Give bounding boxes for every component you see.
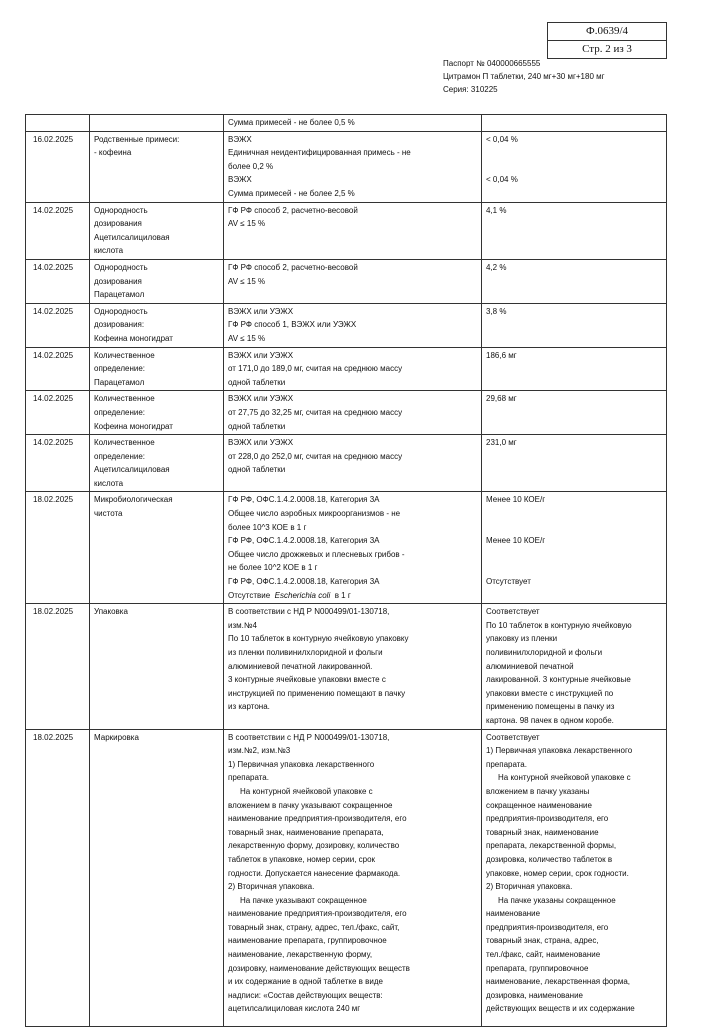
result-cell: 29,68 мг bbox=[482, 391, 667, 435]
table-row bbox=[26, 435, 667, 492]
table-row bbox=[26, 259, 667, 303]
table-row bbox=[26, 202, 667, 259]
series-number: Серия: 310225 bbox=[443, 85, 498, 94]
name-cell: Упаковка bbox=[90, 604, 224, 729]
result-cell: 4,1 % bbox=[482, 202, 667, 259]
result-cell: Менее 10 КОЕ/г Менее 10 КОЕ/г Отсутствует bbox=[482, 492, 667, 604]
analysis-table bbox=[25, 114, 667, 1027]
result-cell: 231,0 мг bbox=[482, 435, 667, 492]
name-cell: Однородность дозирования: Кофеина моногидрат bbox=[90, 303, 224, 347]
spec-cell: ГФ РФ, ОФС.1.4.2.0008.18, Категория 3А Общее число аэробных микроорганизмов - не более 10^3 КОЕ в 1 г ГФ РФ, ОФС.1.4.2.0008.18, Категория 3А Общее число дрожжевых и плесневых грибов - не более 10^2 КОЕ в 1 г ГФ РФ, ОФС.1.4.2.0008.18, Категория 3А Отсутствие Escherichia coli в 1 г bbox=[224, 492, 482, 604]
result-cell: 4,2 % bbox=[482, 259, 667, 303]
spec-cell: ВЭЖХ или УЭЖХ от 171,0 до 189,0 мг, считая на среднюю массу одной таблетки bbox=[224, 347, 482, 391]
form-code-box bbox=[547, 22, 667, 59]
passport-info bbox=[443, 57, 605, 96]
spec-cell: ГФ РФ способ 2, расчетно-весовой AV ≤ 15 % bbox=[224, 259, 482, 303]
name-cell: Микробиологическая чистота bbox=[90, 492, 224, 604]
product-name: Цитрамон П таблетки, 240 мг+30 мг+180 мг bbox=[443, 72, 605, 81]
result-cell: Соответствует По 10 таблеток в контурную ячейковую упаковку из пленки поливинилхлоридной и фольги алюминиевой печатной лакированной. 3 контурные ячейковые упаковки вместе с инструкцией по применению помещены в пачку из картона. 98 пачек в одном коробе. bbox=[482, 604, 667, 729]
table-row bbox=[26, 492, 667, 604]
date-cell: 18.02.2025 bbox=[26, 729, 90, 1026]
date-cell: 18.02.2025 bbox=[26, 604, 90, 729]
name-cell: Количественное определение: Ацетилсалициловая кислота bbox=[90, 435, 224, 492]
spec-cell: Сумма примесей - не более 0,5 % bbox=[224, 115, 482, 132]
date-cell: 14.02.2025 bbox=[26, 391, 90, 435]
date-cell: 14.02.2025 bbox=[26, 435, 90, 492]
result-cell: 186,6 мг bbox=[482, 347, 667, 391]
spec-cell: ВЭЖХ Единичная неидентифицированная примесь - не более 0,2 % ВЭЖХ Сумма примесей - не более 2,5 % bbox=[224, 131, 482, 202]
name-cell: Родственные примеси: - кофеина bbox=[90, 131, 224, 202]
page-label: Стр. 2 из 3 bbox=[548, 40, 666, 58]
result-cell: Соответствует 1) Первичная упаковка лекарственного препарата. На контурной ячейковой упаковке с вложением в пачку указаны сокращенное наименование предприятия-производителя, его товарный знак, наименование препарата, лекарственной формы, дозировка, количество таблеток в упаковке, номер серии, срок годности. 2) Вторичная упаковка. На пачке указаны сокращенное наименование предприятия-производителя, его товарный знак, страна, адрес, тел./факс, сайт, наименование препарата, группировочное наименование, лекарственная форма, дозировка, наименование действующих веществ и их содержание bbox=[482, 729, 667, 1026]
name-cell: Количественное определение: Парацетамол bbox=[90, 347, 224, 391]
spec-cell: ГФ РФ способ 2, расчетно-весовой AV ≤ 15 % bbox=[224, 202, 482, 259]
table-row bbox=[26, 115, 667, 132]
table-row bbox=[26, 729, 667, 1026]
date-cell: 14.02.2025 bbox=[26, 259, 90, 303]
spec-cell: ВЭЖХ или УЭЖХ ГФ РФ способ 1, ВЭЖХ или УЭЖХ AV ≤ 15 % bbox=[224, 303, 482, 347]
result-cell: 3,8 % bbox=[482, 303, 667, 347]
passport-number: Паспорт № 040000665555 bbox=[443, 59, 541, 68]
table-row bbox=[26, 604, 667, 729]
table-row bbox=[26, 131, 667, 202]
name-cell: Однородность дозирования Ацетилсалициловая кислота bbox=[90, 202, 224, 259]
table-row bbox=[26, 391, 667, 435]
date-cell: 14.02.2025 bbox=[26, 347, 90, 391]
name-cell: Однородность дозирования Парацетамол bbox=[90, 259, 224, 303]
date-cell: 16.02.2025 bbox=[26, 131, 90, 202]
spec-cell: В соответствии с НД Р N000499/01-130718, изм.№4 По 10 таблеток в контурную ячейковую упаковку из пленки поливинилхлоридной и фольги алюминиевой печатной лакированной. 3 контурные ячейковые упаковки вместе с инструкцией по применению помещают в пачку из картона. bbox=[224, 604, 482, 729]
spec-cell: В соответствии с НД Р N000499/01-130718, изм.№2, изм.№3 1) Первичная упаковка лекарственного препарата. На контурной ячейковой упаковке с вложением в пачку указывают сокращенное наименование предприятия-производителя, его товарный знак, наименование препарата, лекарственную форму, дозировку, количество таблеток в упаковке, номер серии, срок годности. Допускается нанесение фармакода. 2) Вторичная упаковка. На пачке указывают сокращенное наименование предприятия-производителя, его товарный знак, страну, адрес, тел./факс, сайт, наименование препарата, группировочное наименование, лекарственную форму, дозировку, наименование действующих веществ и их содержание в одной таблетке в виде надписи: «Состав действующих веществ: ацетилсалициловая кислота 240 мг bbox=[224, 729, 482, 1026]
date-cell: 18.02.2025 bbox=[26, 492, 90, 604]
date-cell: 14.02.2025 bbox=[26, 303, 90, 347]
form-code: Ф.0639/4 bbox=[586, 25, 628, 37]
table-row bbox=[26, 347, 667, 391]
date-cell: 14.02.2025 bbox=[26, 202, 90, 259]
result-cell: < 0,04 % < 0,04 % bbox=[482, 131, 667, 202]
table-row bbox=[26, 303, 667, 347]
spec-cell: ВЭЖХ или УЭЖХ от 27,75 до 32,25 мг, считая на среднюю массу одной таблетки bbox=[224, 391, 482, 435]
spec-cell: ВЭЖХ или УЭЖХ от 228,0 до 252,0 мг, считая на среднюю массу одной таблетки bbox=[224, 435, 482, 492]
name-cell: Количественное определение: Кофеина моногидрат bbox=[90, 391, 224, 435]
name-cell: Маркировка bbox=[90, 729, 224, 1026]
